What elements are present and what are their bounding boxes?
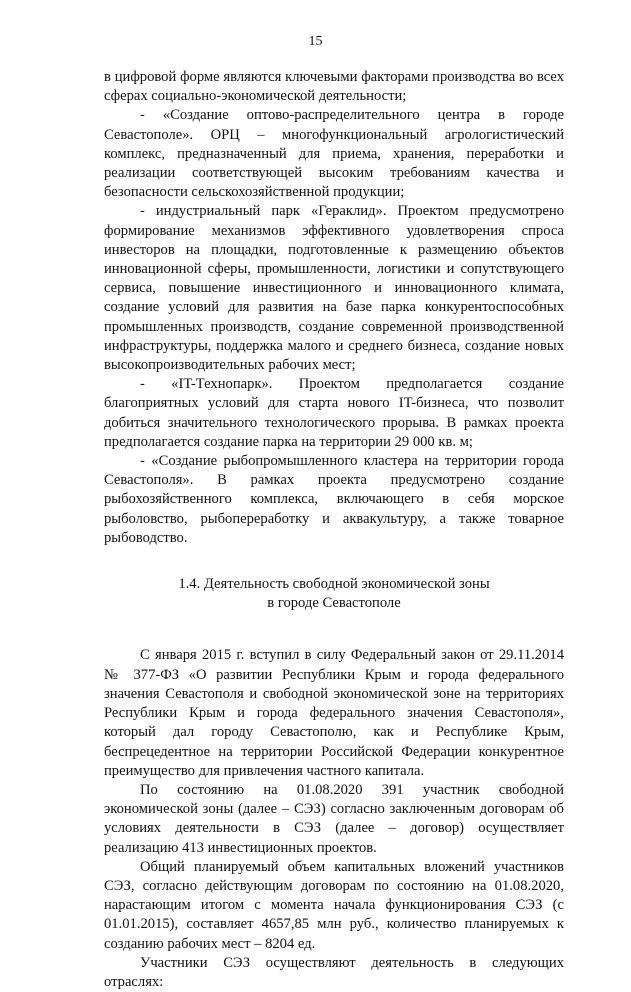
page-number: 15 [308, 34, 323, 49]
paragraph-participants: По состоянию на 01.08.2020 391 участник свободной экономической зоны (далее – СЭЗ) согласно заключенным договорам об условиях деятельности в СЭЗ (далее – договор) осуществляет реализацию 413 инвестиционных проектов. [104, 781, 564, 856]
paragraph: в цифровой форме являются ключевыми факторами производства во всех сферах социально-экономической деятельности; [104, 69, 564, 105]
list-item-fish-cluster: - «Создание рыбопромышленного кластера на территории города Севастополя». В рамках проекта предусмотрено создание рыбохозяйственного комплекса, включающего в себя морское рыболовство, рыбопереработку и аквакультуру, а также товарное рыбоводство. [104, 453, 564, 546]
list-item-gераклид: - индустриальный парк «Гераклид». Проектом предусмотрено формирование механизмов эффективного удовлетворения спроса инвесторов на площадки, подготовленные к размещению объектов инновационной сферы, промышленности, логистики и сопутствующего сервиса, повышение инвестиционного и инновационного климата, создание условий для развития на базе парка конкурентоспособных промышленных производств, создание современной производственной инфраструктуры, поддержка малого и среднего бизнеса, создание новых высокопроизводительных рабочих мест; [104, 203, 564, 374]
list-item-it-technopark: - «IT-Технопарк». Проектом предполагается создание благоприятных условий для старта нового IT-бизнеса, что позволит добиться значительного технологического прорыва. В рамках проекта предполагается создание парка на территории 29 000 кв. м; [104, 376, 564, 450]
section-heading [104, 575, 564, 613]
paragraph-federal-law: С января 2015 г. вступил в силу Федеральный закон от 29.11.2014 № 377-ФЗ «О развитии Республики Крым и города федерального значения Севастополя и свободной экономической зоне на территориях Республики Крым и города федерального значения Севастополя», который дал городу Севастополю, как и Республике Крым, беспрецедентное на территории Российской Федерации конкурентное преимущество для привлечения частного капитала. [104, 647, 564, 779]
list-item-orc: - «Создание оптово-распределительного центра в городе Севастополе». ОРЦ – многофункциональный агрологистический комплекс, предназначенный для приема, хранения, переработки и реализации соответствующей высоким требованиям качества и безопасности сельскохозяйственной продукции; [104, 107, 564, 201]
paragraph-industries: Участники СЭЗ осуществляют деятельность в следующих отраслях: [104, 954, 564, 990]
paragraph-investments: Общий планируемый объем капитальных вложений участников СЭЗ, согласно действующим договорам по состоянию на 01.08.2020, нарастающим итогом с момента начала функционирования СЭЗ (с 01.01.2015), составляет 4657,85 млн руб., количество планируемых к созданию рабочих мест – 8204 ед. [104, 858, 564, 952]
section-heading-line-2: в городе Севастополе [267, 595, 401, 612]
section-heading-line-1: 1.4. Деятельность свободной экономической зоны [178, 576, 490, 593]
document-body [104, 68, 564, 992]
